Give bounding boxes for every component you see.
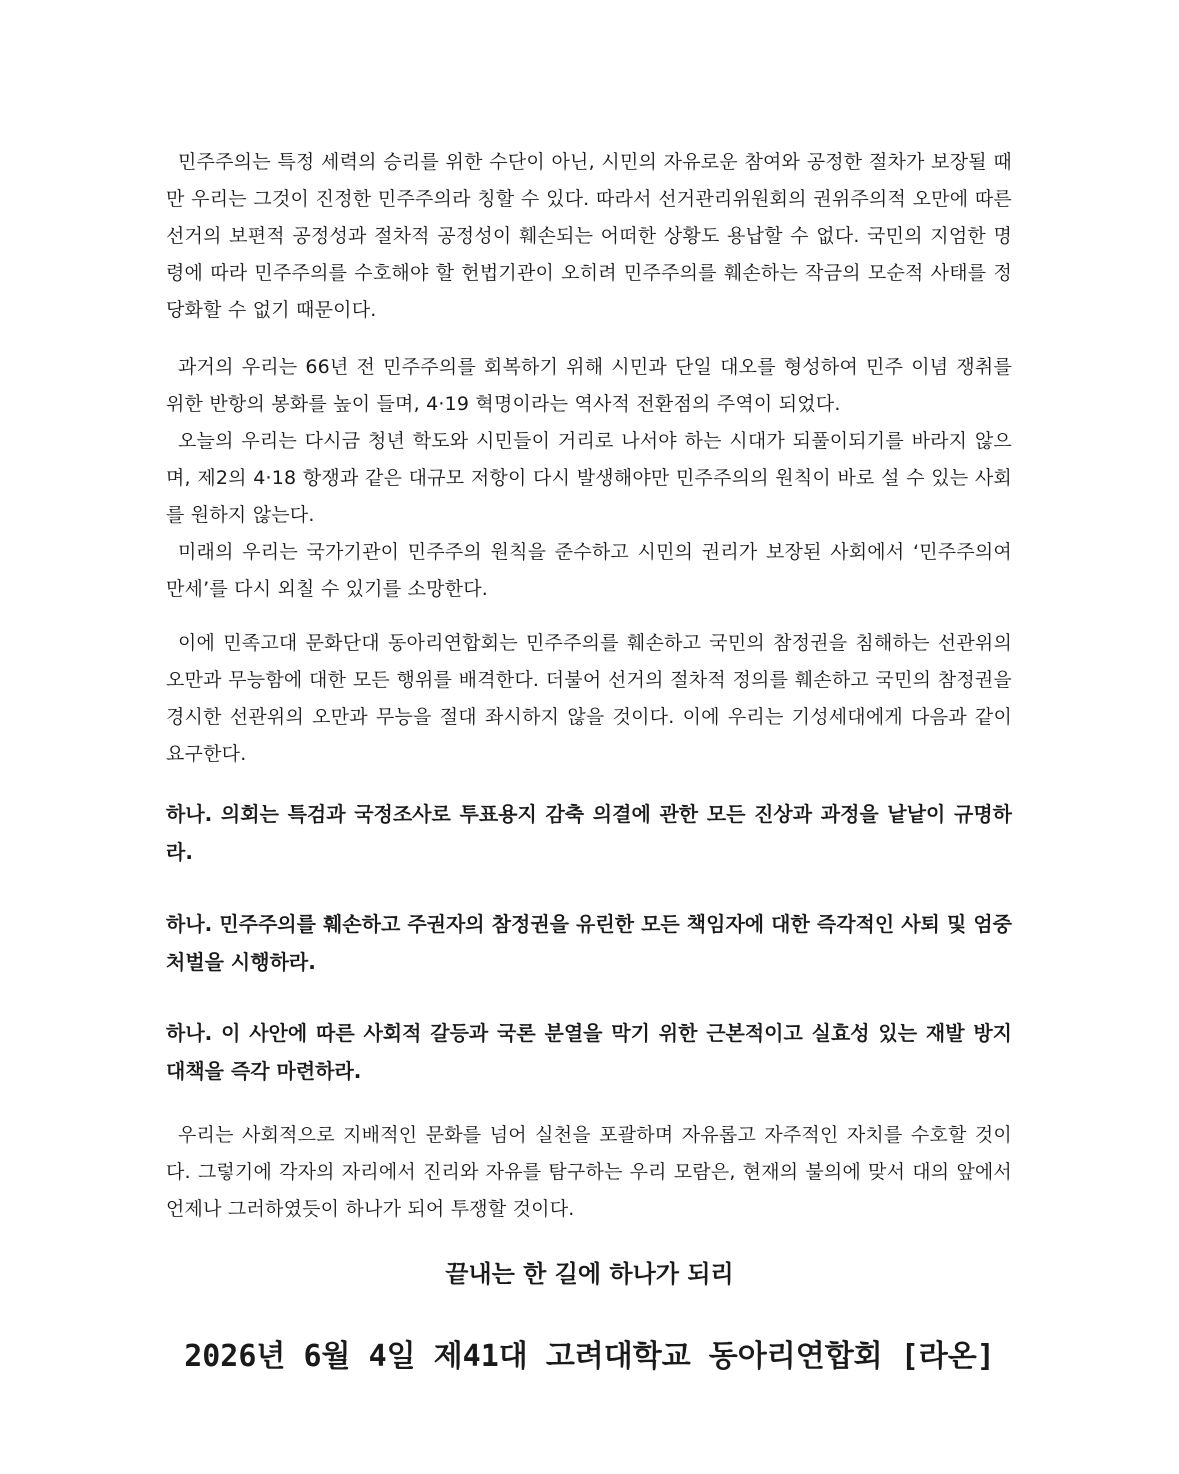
paragraph-2-present: 오늘의 우리는 다시금 청년 학도와 시민들이 거리로 나서야 하는 시대가 되풀이되기를 바라지 않으며, 제2의 4·18 항쟁과 같은 대규모 저항이 다시 발생해야만 민주주의의 원칙이 바로 설 수 있는 사회를 원하지 않는다. [166,430,1012,526]
demand-1: 하나. 의회는 특검과 국정조사로 투표용지 감축 의결에 관한 모든 진상과 과정을 낱낱이 규명하라. [166,802,1012,864]
slogan: 끝내는 한 길에 하나가 되리 [445,1260,734,1288]
paragraph-3-text: 이에 민족고대 문화단대 동아리연합회는 민주주의를 훼손하고 국민의 참정권을 침해하는 선관위의 오만과 무능함에 대한 모든 행위를 배격한다. 더불어 선거의 절차적 정의를 훼손하고 국민의 참정권을 경시한 선관위의 오만과 무능을 절대 좌시하지 않을 것이다. 이에 우리는 기성세대에게 다음과 같이 요구한다. [166,632,1012,765]
paragraph-2-future: 미래의 우리는 국가기관이 민주주의 원칙을 준수하고 시민의 권리가 보장된 사회에서 ‘민주주의여 만세’를 다시 외칠 수 있기를 소망한다. [166,541,1012,600]
demand-2: 하나. 민주주의를 훼손하고 주권자의 참정권을 유린한 모든 책임자에 대한 즉각적인 사퇴 및 엄중 처벌을 시행하라. [166,912,1012,974]
paragraph-4 [166,1117,1012,1228]
paragraph-2 [166,349,1012,608]
paragraph-1-text: 민주주의는 특정 세력의 승리를 위한 수단이 아닌, 시민의 자유로운 참여와 공정한 절차가 보장될 때만 우리는 그것이 진정한 민주주의라 칭할 수 있다. 따라서 선거관리위원회의 권위주의적 오만에 따른 선거의 보편적 공정성과 절차적 공정성이 훼손되는 어떠한 상황도 용납할 수 없다. 국민의 지엄한 명령에 따라 민주주의를 수호해야 할 헌법기관이 오히려 민주주의를 훼손하는 작금의 모순적 사태를 정당화할 수 없기 때문이다. [166,151,1012,321]
paragraph-3 [166,625,1012,773]
paragraph-1 [166,144,1012,329]
demand-3: 하나. 이 사안에 따른 사회적 갈등과 국론 분열을 막기 위한 근본적이고 실효성 있는 재발 방지 대책을 즉각 마련하라. [166,1021,1012,1083]
paragraph-4-text: 우리는 사회적으로 지배적인 문화를 넘어 실천을 포괄하며 자유롭고 자주적인 자치를 수호할 것이다. 그렇기에 각자의 자리에서 진리와 자유를 탐구하는 우리 모람은, 현재의 불의에 맞서 대의 앞에서 언제나 그러하였듯이 하나가 되어 투쟁할 것이다. [166,1124,1012,1220]
signature: 2026년 6월 4일 제41대 고려대학교 동아리연합회 [라온] [184,1339,995,1374]
paragraph-2-past: 과거의 우리는 66년 전 민주주의를 회복하기 위해 시민과 단일 대오를 형성하여 민주 이념 쟁취를 위한 반항의 봉화를 높이 들며, 4·19 혁명이라는 역사적 전환점의 주역이 되었다. [166,356,1012,415]
